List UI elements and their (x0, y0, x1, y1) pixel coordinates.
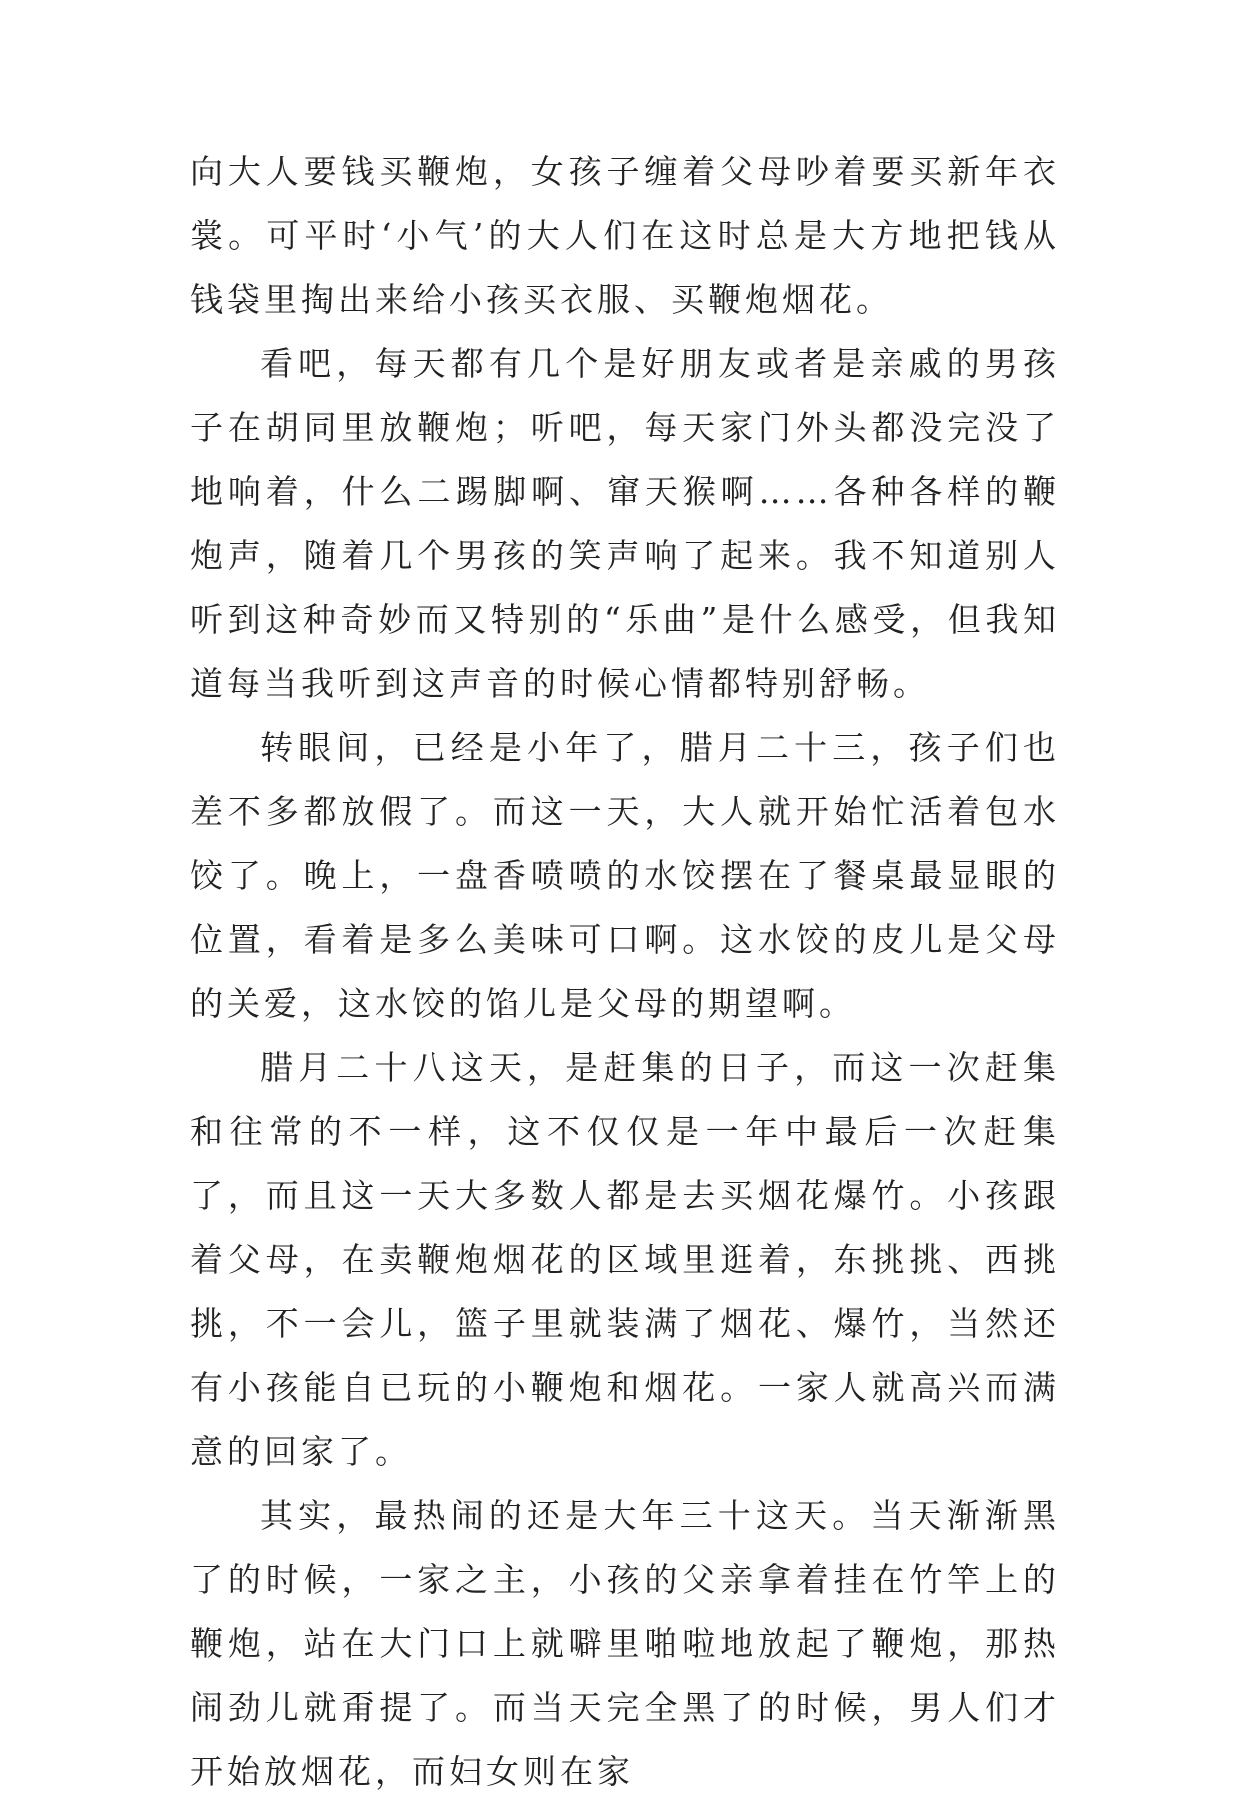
document-body (190, 140, 1060, 1804)
paragraph-5: 其实，最热闹的还是大年三十这天。当天渐渐黑了的时候，一家之主，小孩的父亲拿着挂在竹竿上的鞭炮，站在大门口上就噼里啪啦地放起了鞭炮，那热闹劲儿就甭提了。而当天完全黑了的时候，男人们才开始放烟花，而妇女则在家 (190, 1496, 1060, 1791)
paragraph-4: 腊月二十八这天，是赶集的日子，而这一次赶集和往常的不一样，这不仅仅是一年中最后一次赶集了，而且这一天大多数人都是去买烟花爆竹。小孩跟着父母，在卖鞭炮烟花的区域里逛着，东挑挑、西挑挑，不一会儿，篮子里就装满了烟花、爆竹，当然还有小孩能自已玩的小鞭炮和烟花。一家人就高兴而满意的回家了。 (190, 1048, 1060, 1471)
paragraph-1: 向大人要钱买鞭炮，女孩子缠着父母吵着要买新年衣裳。可平时‘小气’的大人们在这时总是大方地把钱从钱袋里掏出来给小孩买衣服、买鞭炮烟花。 (190, 152, 1060, 319)
paragraph-3: 转眼间，已经是小年了，腊月二十三，孩子们也差不多都放假了。而这一天，大人就开始忙活着包水饺了。晚上，一盘香喷喷的水饺摆在了餐桌最显眼的位置，看着是多么美味可口啊。这水饺的皮儿是父母的关爱，这水饺的馅儿是父母的期望啊。 (190, 728, 1060, 1023)
paragraph-2: 看吧，每天都有几个是好朋友或者是亲戚的男孩子在胡同里放鞭炮；听吧，每天家门外头都没完没了地响着，什么二踢脚啊、窜天猴啊……各种各样的鞭炮声，随着几个男孩的笑声响了起来。我不知道别人听到这种奇妙而又特别的“乐曲”是什么感受，但我知道每当我听到这声音的时候心情都特别舒畅。 (190, 344, 1060, 703)
